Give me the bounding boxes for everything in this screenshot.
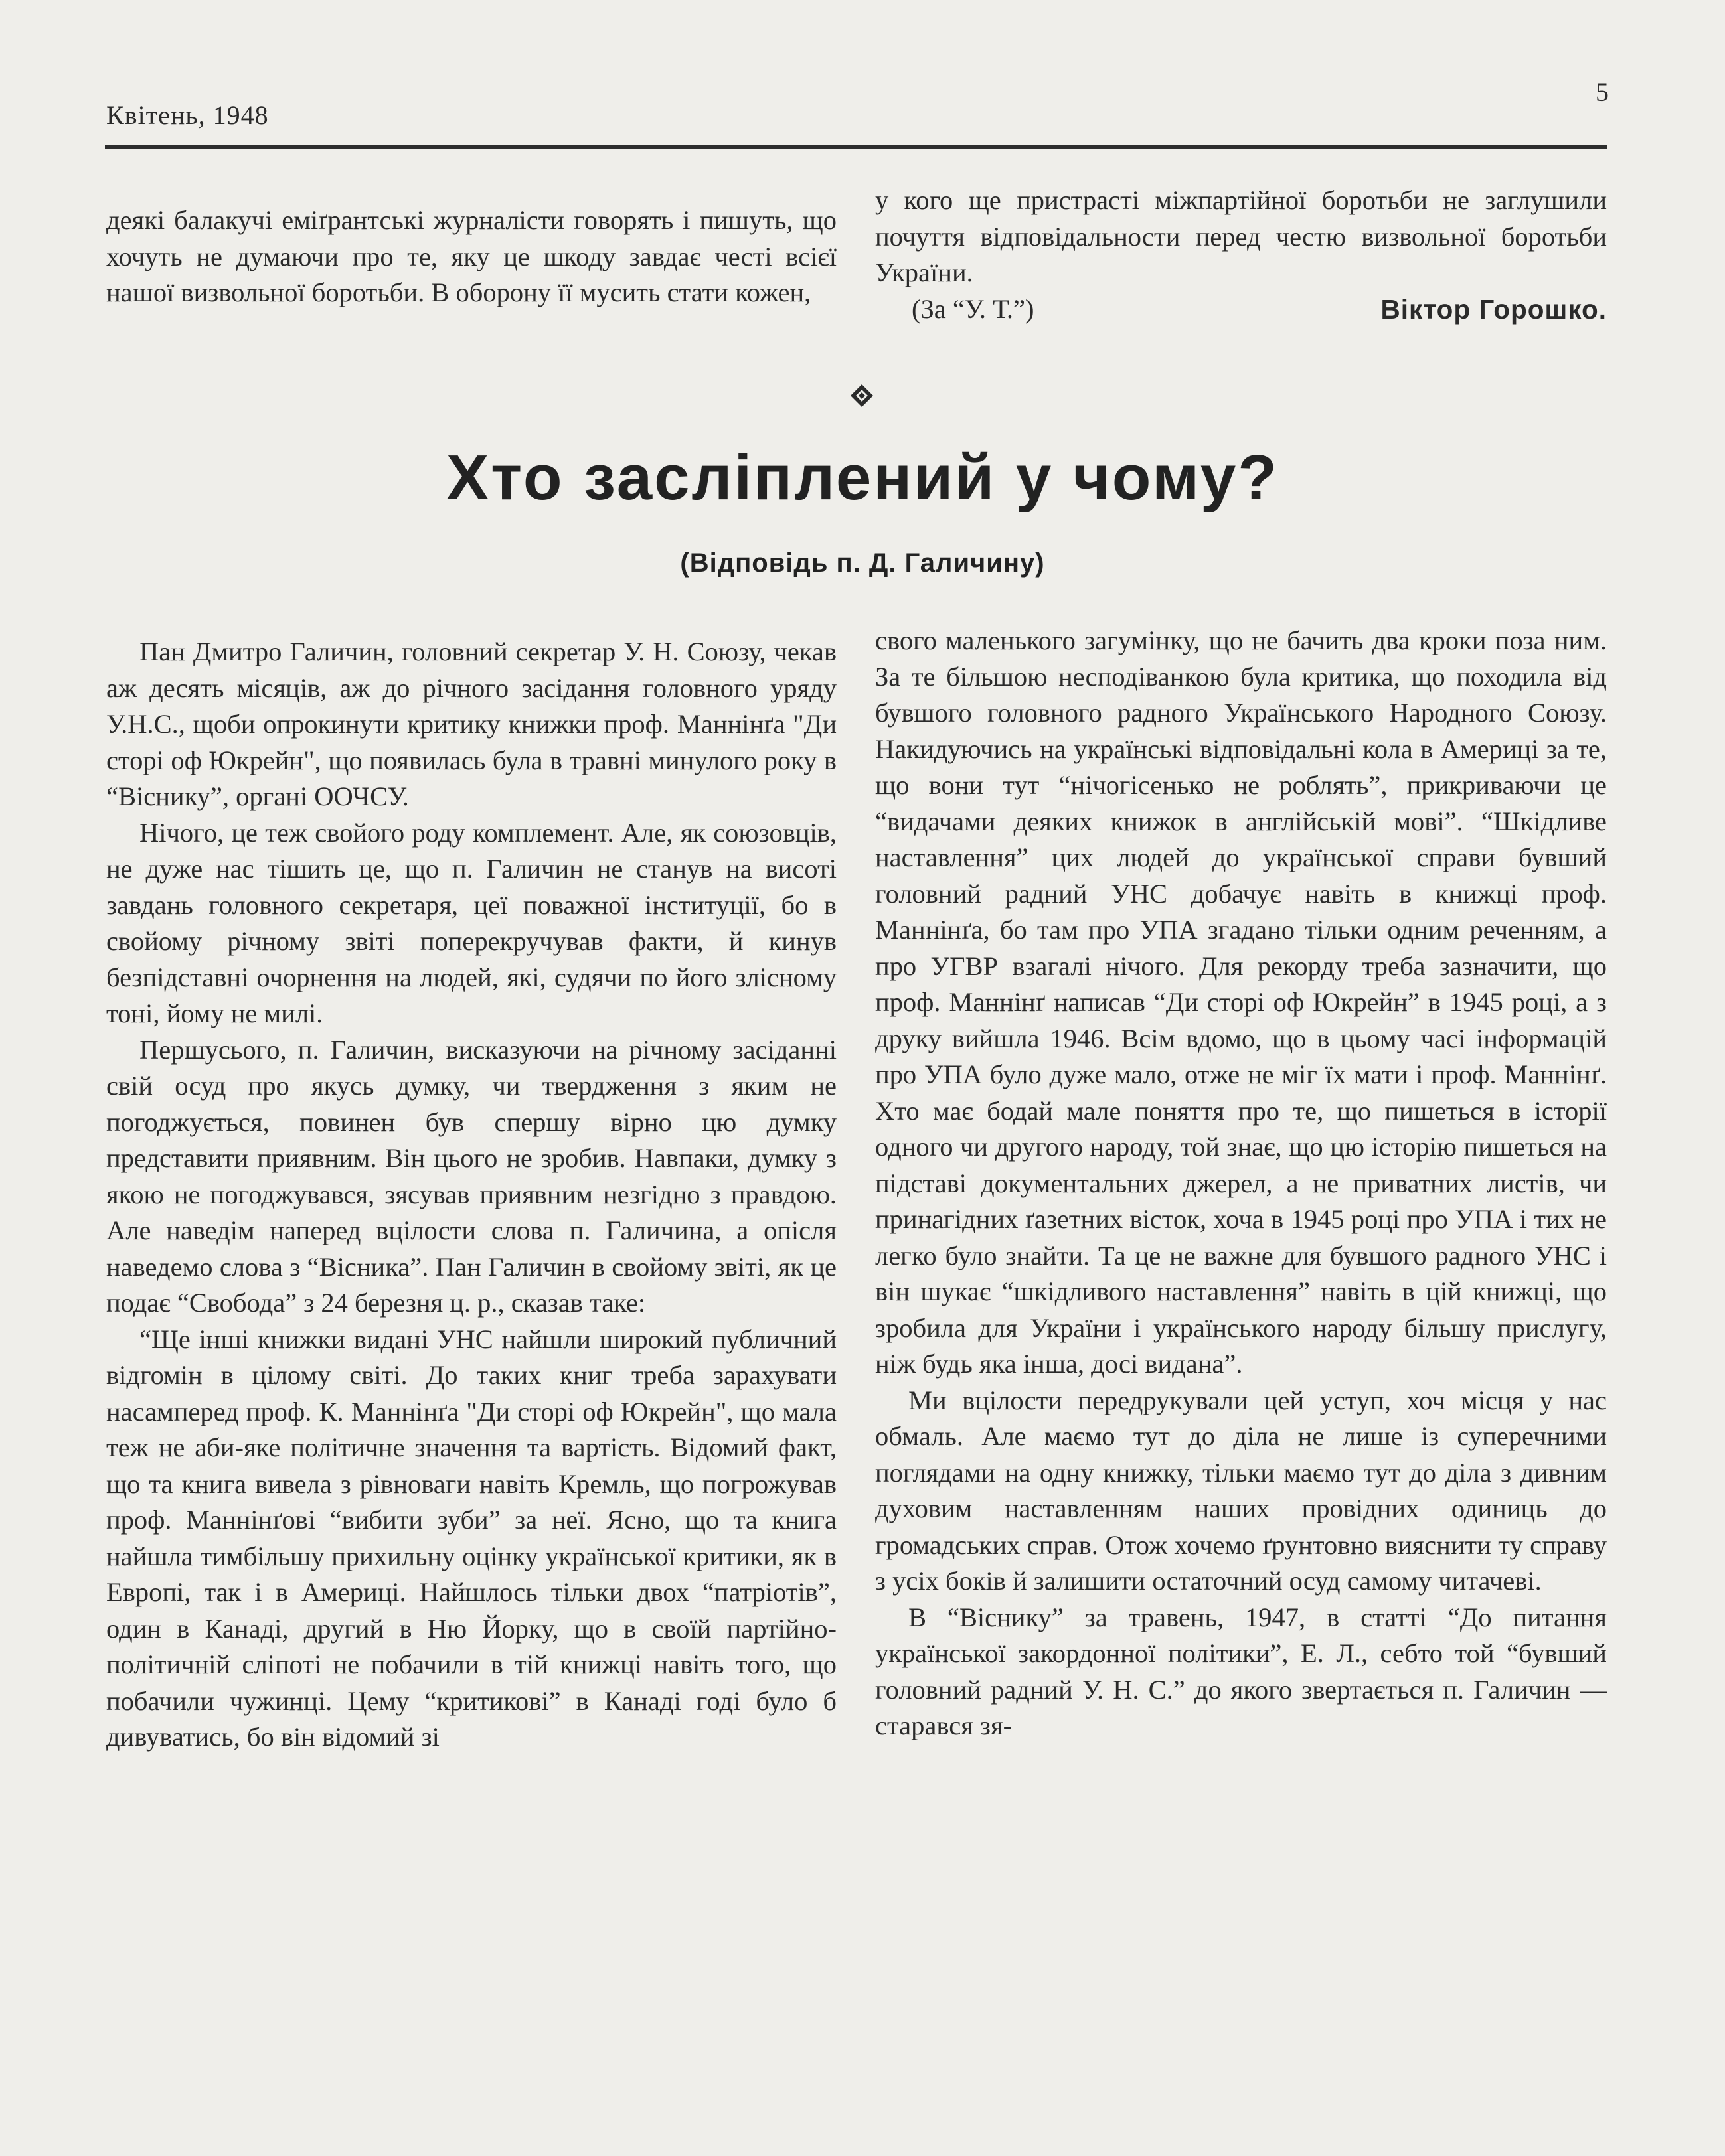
paragraph: В “Віснику” за травень, 1947, в статті “До питання української закордонної політики”, Е. Л., себто той “бувший головний радний У. Н. С.” до якого звертається п. Галичин — старався зя- [875,1602,1607,1740]
page-number: 5 [1596,77,1609,107]
previous-article-left-column [106,202,837,311]
paragraph-continuation: свого маленького загумінку, що не бачить два кроки поза ним. За те більшою несподіванкою була критика, що походила від бувшого головного радного Українського Народного Союзу. Накидуючись на українські відповідальні кола в Америці за те, що вони тут “нічогісенько не роблять”, прикриваючи це “видачами деяких книжок в англійській мові”. “Шкідливе наставлення” цих людей до української справи бувший головний радний УНС добачує навіть в книжці проф. Маннінґа, бо там про УПА згадано тільки одним реченням, а про УГВР взагалі нічого. Для рекорду треба зазначити, що проф. Маннінґ написав “Ди сторі оф Юкрейн” в 1945 році, а з друку вийшла 1946. Всім вдомо, що в цьому часі інформацій про УПА було дуже мало, отже не міг їх мати і проф. Маннінґ. Хто має бодай мале поняття про те, що пишеться в історії одного чи другого народу, той знає, що цю історію пишеться на підставі документальних джерел, а не приватних листів, чи принагідних ґазетних вісток, хоча в 1945 році про УПА і тих не легко було знайти. Та це не важне для бувшого радного УНС і він шукає “шкідливого наставлення” навіть в цій книжці, що зробила для України і українського народу більшу прислугу, ніж будь яка інша, досі видана”. [875,625,1607,1379]
paragraph: Пан Дмитро Галичин, головний секретар У. Н. Союзу, чекав аж десять місяців, аж до річного засідання головного уряду У.Н.С., щоби опрокинути критику книжки проф. Маннінґа "Ди сторі оф Юкрейн", що появилась була в травні минулого року в “Віснику”, органі ООЧСУ. [106,637,837,811]
paragraph: Ми вцілости передрукували цей уступ, хоч місця у нас обмаль. Але маємо тут до діла не лише із суперечними поглядами на одну книжку, тільки маємо тут до діла з дивним духовим наставленням наших провідних одиниць до громадських справ. Отож хочемо ґрунтовно вияснити ту справу з усіх боків й залишити остаточний осуд самому читачеві. [875,1385,1607,1596]
article-right-column [875,623,1607,1744]
author-name: Віктор Горошко. [1380,293,1607,325]
previous-article-text-left: деякі балакучі еміґрантські журналісти говорять і пишуть, що хочуть не думаючи про те, яку це шкоду завдає честі всієї нашої визвольної боротьби. В оборону її мусить стати кожен, [106,205,837,307]
source-note: (За “У. Т.”) [912,293,1034,324]
signature-line [875,291,1607,328]
quoted-paragraph: “Ще інші книжки видані УНС найшли широкий публичний відгомін в цілому світі. До таких книг треба зарахувати насамперед проф. К. Маннінґа "Ди сторі оф Юкрейн", що мала теж не аби-яке політичне значення та вартість. Відомий факт, що та книга вивела з рівноваги навіть Кремль, що погрожував проф. Маннінґові “вибити зуби” за неї. Ясно, що та книга найшла тимбільшу прихильну оцінку української критики, як в Европі, так і в Америці. Найшлось тільки двох “патріотів”, один в Канаді, другий в Ню Йорку, що в своїй партійно-політичній сліпоті не побачили в тій книжці навіть того, що побачили чужинці. Цему “критикові” в Канаді годі було б дивуватись, бо він відомий зі [106,1324,837,1752]
diamond-ornament-icon [850,384,874,408]
paragraph: Першусього, п. Галичин, висказуючи на річному засіданні свій осуд про якусь думку, чи твердження з яким не погоджується, повинен був спершу вірно цю думку представити приявним. Він цього не зробив. Навпаки, думку з якою не погоджувався, зясував приявним незгідно з правдою. Але наведім наперед вцілости слова п. Галичина, а опісля наведемо слова з “Вісника”. Пан Галичин в свойому звіті, як це подає “Свобода” з 24 березня ц. р., сказав таке: [106,1034,837,1318]
article-left-column [106,634,837,1756]
previous-article-text-right: у кого ще пристрасті міжпартійної боротьби не заглушили почуття відповідальности перед честю визвольної боротьби України. [875,185,1607,287]
previous-article-right-column [875,183,1607,327]
article-title: Хто засліплений у чому? [446,442,1279,513]
header-divider [105,145,1607,149]
issue-date: Квітень, 1948 [106,100,269,130]
article-subtitle: (Відповідь п. Д. Галичину) [680,548,1045,578]
paragraph: Нічого, це теж свойого роду комплемент. Але, як союзовців, не дуже нас тішить це, що п. Галичин не станув на висоті завдань головного секретаря, цеї поважної інституції, бо в свойому річному звіті поперекручував факти, й кинув безпідставні очорнення на людей, які, судячи по його злісному тоні, йому не милі. [106,817,837,1028]
